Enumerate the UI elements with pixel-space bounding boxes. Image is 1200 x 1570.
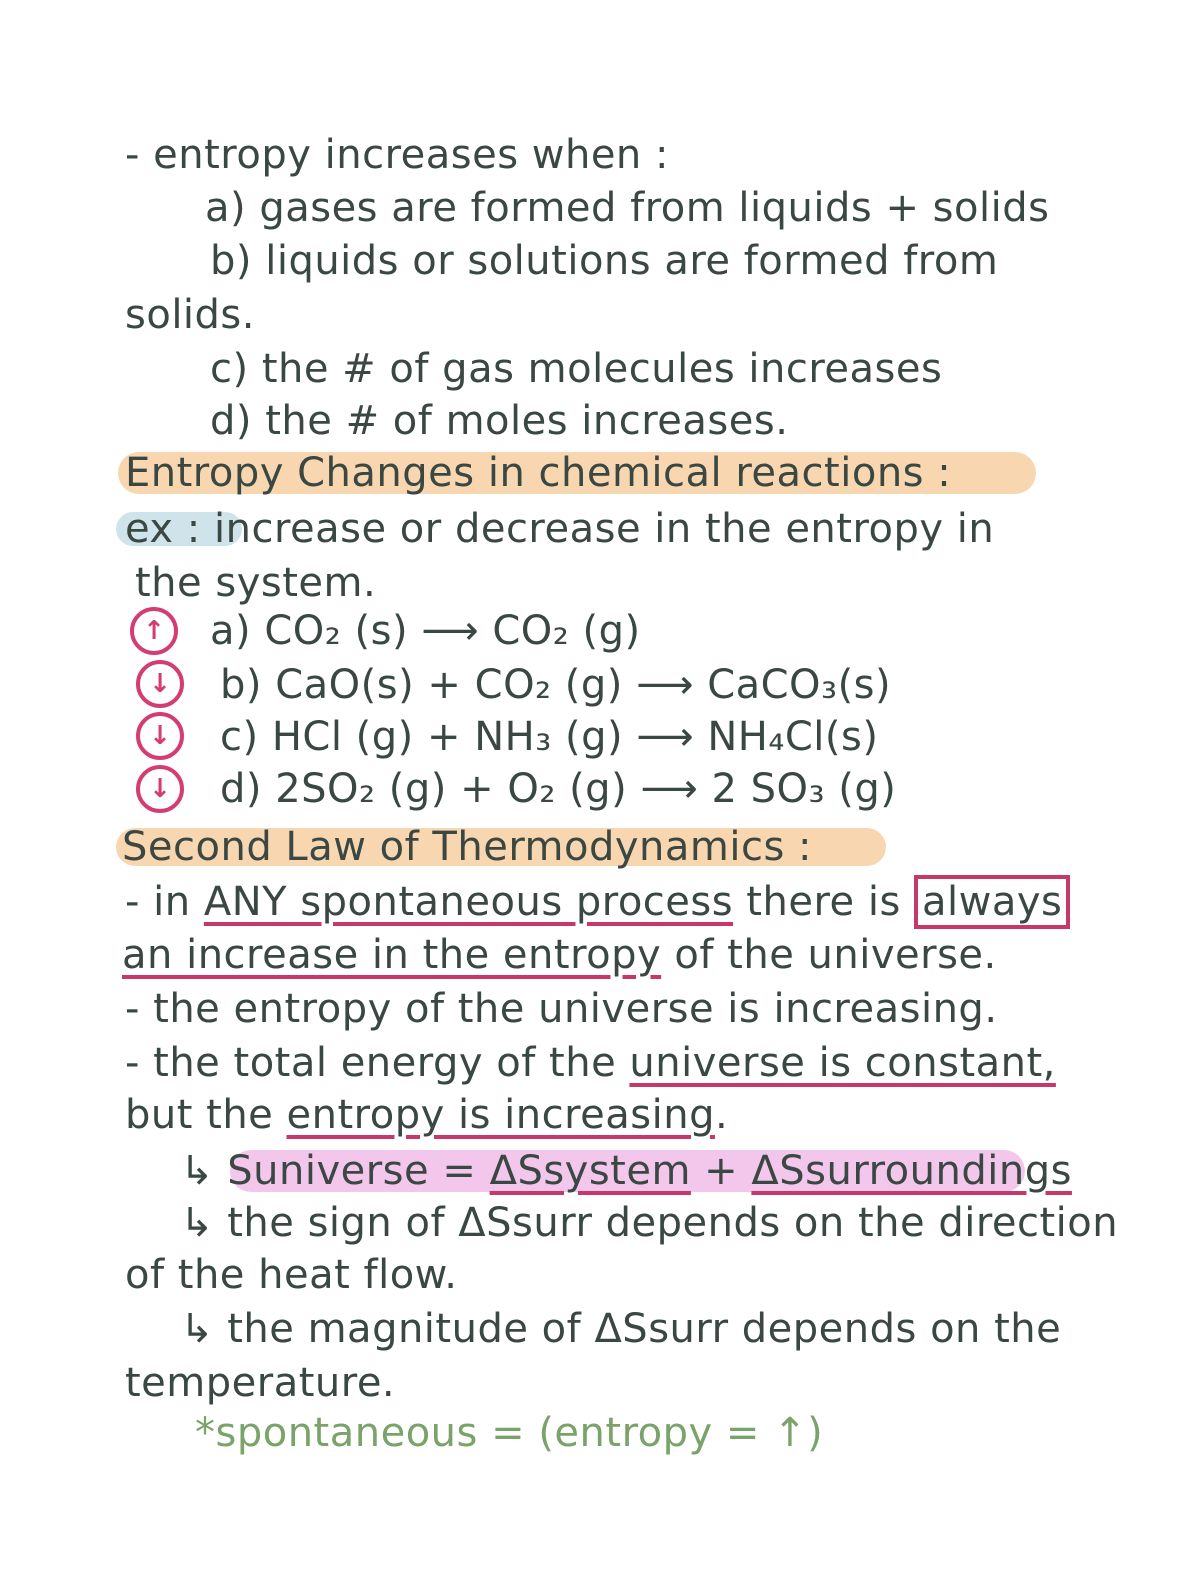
- text: - the total energy of the: [125, 1040, 617, 1086]
- reaction-product: CO₂ (g): [492, 608, 641, 654]
- law-line: ↳ the sign of ΔSsurr depends on the direction: [180, 1200, 1119, 1246]
- text: but the: [125, 1092, 274, 1138]
- formula-line: [180, 1146, 1072, 1196]
- text: - in: [125, 879, 191, 925]
- formula-term: ΔSsurroundings: [751, 1148, 1072, 1194]
- example-label: ex :: [125, 506, 201, 552]
- intro-item-b-cont: solids.: [125, 292, 255, 338]
- intro-item-d: d) the # of moles increases.: [210, 398, 789, 444]
- law-line: [125, 1090, 728, 1140]
- arrow-down-icon: ↓: [136, 712, 184, 760]
- example-text-cont: the system.: [135, 560, 377, 606]
- reaction-row: [220, 660, 891, 710]
- reaction-label: c): [220, 714, 259, 760]
- reaction-arrow-icon: ⟶: [640, 766, 712, 812]
- law-line: [125, 877, 1070, 927]
- reaction-row: [220, 712, 878, 762]
- intro-item-a: a) gases are formed from liquids + solids: [205, 185, 1050, 231]
- law-line: ↳ the magnitude of ΔSsurr depends on the: [180, 1306, 1062, 1352]
- reaction-product: NH₄Cl(s): [707, 714, 879, 760]
- text: there is: [746, 879, 901, 925]
- arrow-up-icon: ↑: [130, 607, 178, 655]
- law-line: [122, 930, 997, 980]
- underlined-text: ANY spontaneous process: [203, 879, 734, 925]
- reaction-arrow-icon: ⟶: [636, 662, 708, 708]
- reaction-arrow-icon: ⟶: [636, 714, 708, 760]
- reaction-label: d): [220, 766, 262, 812]
- arrow-down-icon: ↓: [136, 660, 184, 708]
- reaction-label: a): [210, 608, 252, 654]
- section-heading: Second Law of Thermodynamics :: [122, 824, 813, 870]
- reaction-reactants: CO₂ (s): [264, 608, 409, 654]
- reaction-product: CaCO₃(s): [707, 662, 892, 708]
- law-line: temperature.: [125, 1360, 396, 1406]
- turn-arrow-icon: ↳: [180, 1148, 215, 1194]
- spontaneous-note: *spontaneous = (entropy = ↑): [195, 1410, 824, 1456]
- underlined-text: universe is constant,: [629, 1040, 1056, 1086]
- section-heading: Entropy Changes in chemical reactions :: [125, 450, 952, 496]
- reaction-reactants: 2SO₂ (g) + O₂ (g): [275, 766, 628, 812]
- example-line: [125, 504, 994, 554]
- intro-line: - entropy increases when :: [125, 132, 669, 178]
- reaction-reactants: HCl (g) + NH₃ (g): [271, 714, 624, 760]
- intro-item-c: c) the # of gas molecules increases: [210, 346, 943, 392]
- boxed-text: always: [914, 875, 1070, 929]
- formula-operator: =: [442, 1148, 477, 1194]
- law-line: of the heat flow.: [125, 1252, 458, 1298]
- law-line: [125, 1038, 1056, 1088]
- formula-term: ΔSsystem: [489, 1148, 691, 1194]
- reaction-label: b): [220, 662, 262, 708]
- example-text: increase or decrease in the entropy in: [214, 506, 995, 552]
- reaction-row: [210, 606, 641, 656]
- underlined-text: entropy is increasing: [286, 1092, 715, 1138]
- reaction-product: 2 SO₃ (g): [711, 766, 897, 812]
- arrow-down-icon: ↓: [136, 765, 184, 813]
- law-line: - the entropy of the universe is increasing.: [125, 986, 998, 1032]
- text: .: [714, 1092, 729, 1138]
- intro-item-b: b) liquids or solutions are formed from: [210, 238, 999, 284]
- underlined-text: an increase in the entropy: [122, 932, 662, 978]
- formula-operator: +: [704, 1148, 739, 1194]
- text: of the universe.: [674, 932, 997, 978]
- reaction-arrow-icon: ⟶: [421, 608, 493, 654]
- reaction-reactants: CaO(s) + CO₂ (g): [275, 662, 623, 708]
- reaction-row: [220, 764, 896, 814]
- formula-term: Suniverse: [227, 1148, 430, 1194]
